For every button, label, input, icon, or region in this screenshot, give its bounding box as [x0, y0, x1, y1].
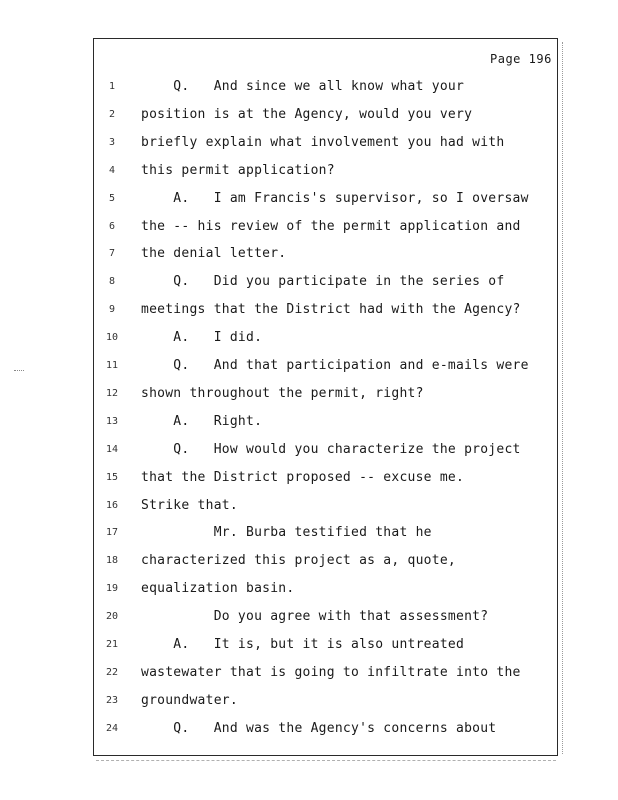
transcript-line	[0, 414, 618, 432]
line-number: 11	[105, 360, 119, 371]
line-text: characterized this project as a, quote,	[141, 553, 456, 569]
footer-rule	[96, 760, 556, 761]
transcript-line	[0, 721, 618, 739]
transcript-line	[0, 163, 618, 181]
transcript-line	[0, 693, 618, 711]
line-number: 9	[108, 304, 116, 316]
line-number: 8	[108, 276, 116, 288]
transcript-line	[0, 302, 618, 320]
line-number: 16	[105, 499, 119, 511]
line-number: 14	[105, 443, 119, 455]
line-text: Q. How would you characterize the project	[141, 441, 521, 457]
line-text: position is at the Agency, would you very	[141, 106, 473, 122]
line-text: meetings that the District had with the Agency?	[141, 302, 521, 318]
line-number: 2	[108, 108, 116, 120]
line-number: 12	[105, 387, 119, 399]
transcript-line	[0, 274, 618, 292]
line-number: 15	[105, 471, 119, 483]
line-number: 7	[108, 248, 116, 260]
transcript-line	[0, 135, 618, 153]
line-text: Strike that.	[141, 497, 238, 513]
line-text: Mr. Burba testified that he	[141, 525, 432, 541]
line-number: 20	[105, 611, 119, 623]
line-number: 22	[105, 666, 119, 678]
line-text: A. I did.	[141, 330, 263, 346]
transcript-line	[0, 246, 618, 264]
line-text: this permit application?	[141, 162, 335, 178]
line-number: 18	[105, 555, 119, 567]
line-number: 21	[105, 639, 119, 650]
line-number: 1	[108, 81, 116, 92]
line-number: 10	[105, 332, 119, 344]
line-number: 17	[105, 527, 119, 539]
transcript-line	[0, 637, 618, 655]
line-text: briefly explain what involvement you had with	[141, 134, 505, 150]
transcript-line	[0, 498, 618, 516]
line-number: 3	[108, 136, 116, 148]
line-text: A. I am Francis's supervisor, so I oversaw	[141, 190, 529, 206]
line-text: Q. And since we all know what your	[141, 79, 465, 94]
page-number: Page 196	[490, 52, 552, 66]
transcript-line	[0, 358, 618, 376]
line-number: 23	[105, 694, 119, 706]
line-text: Q. And that participation and e-mails were	[141, 358, 529, 373]
line-number: 13	[105, 415, 119, 427]
line-text: groundwater.	[141, 692, 238, 708]
line-number: 5	[108, 192, 116, 204]
transcript-line	[0, 609, 618, 627]
transcript-line	[0, 191, 618, 209]
line-text: Q. And was the Agency's concerns about	[141, 720, 497, 736]
line-text: the denial letter.	[141, 246, 287, 262]
transcript-line	[0, 525, 618, 543]
transcript-line	[0, 79, 618, 97]
transcript-line	[0, 219, 618, 237]
line-text: equalization basin.	[141, 581, 295, 597]
line-text: Do you agree with that assessment?	[141, 609, 489, 625]
transcript-line	[0, 470, 618, 488]
line-text: the -- his review of the permit application and	[141, 218, 521, 234]
line-text: Q. Did you participate in the series of	[141, 274, 505, 290]
transcript-line	[0, 665, 618, 683]
transcript-line	[0, 553, 618, 571]
transcript-line	[0, 386, 618, 404]
transcript-line	[0, 581, 618, 599]
line-number: 24	[105, 722, 119, 734]
line-number: 6	[108, 220, 116, 232]
transcript-line	[0, 442, 618, 460]
line-text: A. Right.	[141, 413, 263, 429]
line-text: A. It is, but it is also untreated	[141, 637, 465, 652]
transcript-line	[0, 107, 618, 125]
line-text: shown throughout the permit, right?	[141, 385, 424, 401]
line-number: 19	[105, 583, 119, 595]
line-number: 4	[108, 164, 116, 176]
transcript-line	[0, 330, 618, 348]
line-text: that the District proposed -- excuse me.	[141, 469, 465, 485]
line-text: wastewater that is going to infiltrate into the	[141, 664, 521, 680]
